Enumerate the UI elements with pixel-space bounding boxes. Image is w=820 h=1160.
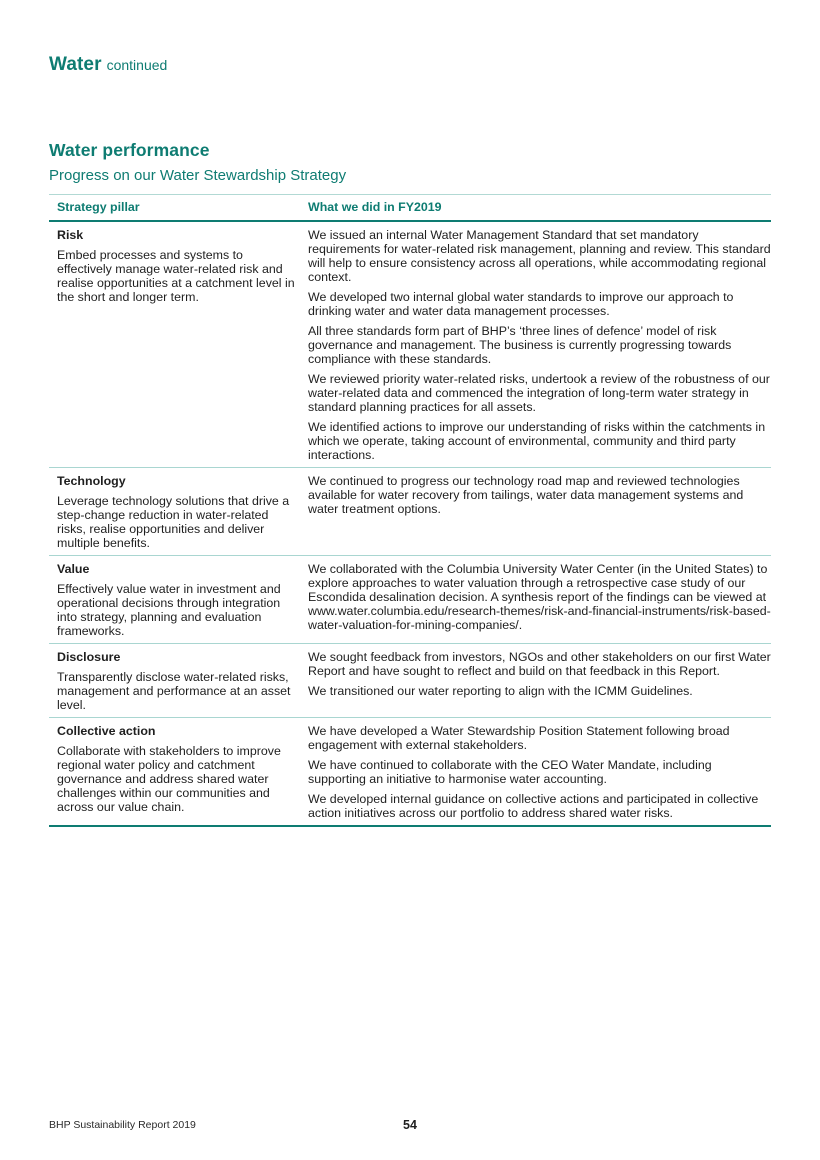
action-paragraph: We have developed a Water Stewardship Position Statement following broad engagement with external stakeholders. bbox=[308, 724, 730, 752]
strategy-pillar-cell bbox=[49, 468, 308, 555]
strategy-table-body bbox=[49, 222, 771, 827]
action-paragraph: We transitioned our water reporting to align with the ICMM Guidelines. bbox=[308, 684, 693, 698]
pillar-description: Effectively value water in investment and operational decisions through integration into strategy, planning and evaluation frameworks. bbox=[57, 582, 281, 638]
running-header bbox=[49, 0, 771, 76]
page-subtitle: Progress on our Water Stewardship Strategy bbox=[49, 167, 347, 184]
table-header-row bbox=[49, 195, 771, 222]
what-we-did-cell bbox=[308, 222, 771, 467]
report-name: BHP Sustainability Report 2019 bbox=[49, 1119, 196, 1131]
pillar-title: Risk bbox=[57, 228, 84, 242]
action-paragraph: We issued an internal Water Management Standard that set mandatory requirements for water-related risk management, planning and review. This standard will help to ensure consistency across all operations, while accommodating regional context. bbox=[308, 228, 771, 284]
pillar-title: Collective action bbox=[57, 724, 156, 738]
column-header-strategy-pillar: Strategy pillar bbox=[57, 200, 140, 214]
strategy-pillar-cell bbox=[49, 644, 308, 717]
action-paragraph: We have continued to collaborate with the CEO Water Mandate, including supporting an initiative to harmonise water accounting. bbox=[308, 758, 712, 786]
section-title: Water bbox=[49, 54, 102, 75]
pillar-description: Embed processes and systems to effectively manage water-related risk and realise opportunities at a catchment level in the short and longer term. bbox=[57, 248, 295, 304]
table-row bbox=[49, 222, 771, 468]
pillar-description: Leverage technology solutions that drive a step-change reduction in water-related risks, realise opportunities and deliver multiple benefits. bbox=[57, 494, 290, 550]
action-paragraph: All three standards form part of BHP’s ‘three lines of defence’ model of risk governance and management. The business is currently progressing towards compliance with these standards. bbox=[308, 324, 732, 366]
page-title: Water performance bbox=[49, 140, 210, 160]
action-paragraph: We developed internal guidance on collective actions and participated in collective action initiatives across our portfolio to address shared water risks. bbox=[308, 792, 759, 820]
section-title-suffix: continued bbox=[106, 57, 168, 73]
pillar-description: Transparently disclose water-related risks, management and performance at an asset level. bbox=[57, 670, 291, 712]
what-we-did-cell bbox=[308, 468, 771, 555]
action-paragraph: We sought feedback from investors, NGOs and other stakeholders on our first Water Report and have sought to reflect and build on that feedback in this Report. bbox=[308, 650, 771, 678]
page-footer bbox=[0, 1118, 820, 1132]
what-we-did-cell bbox=[308, 644, 771, 717]
strategy-pillar-cell bbox=[49, 556, 308, 643]
page-number: 54 bbox=[403, 1118, 417, 1132]
pillar-title: Disclosure bbox=[57, 650, 121, 664]
strategy-pillar-cell bbox=[49, 222, 308, 467]
strategy-table bbox=[49, 194, 771, 827]
table-row bbox=[49, 556, 771, 644]
strategy-pillar-cell bbox=[49, 718, 308, 825]
what-we-did-cell bbox=[308, 718, 771, 825]
action-paragraph: We identified actions to improve our understanding of risks within the catchments in which we operate, taking account of environmental, community and third party interactions. bbox=[308, 420, 766, 462]
pillar-description: Collaborate with stakeholders to improve regional water policy and catchment governance and address shared water challenges within our communities and across our value chain. bbox=[57, 744, 281, 814]
action-paragraph: We reviewed priority water-related risks, undertook a review of the robustness of our water-related data and commenced the integration of long-term water strategy in standard planning practices for all assets. bbox=[308, 372, 770, 414]
action-paragraph: We developed two internal global water standards to improve our approach to drinking water and water data management processes. bbox=[308, 290, 734, 318]
what-we-did-cell bbox=[308, 556, 771, 643]
pillar-title: Value bbox=[57, 562, 90, 576]
pillar-title: Technology bbox=[57, 474, 126, 488]
action-paragraph: We continued to progress our technology road map and reviewed technologies available for water recovery from tailings, water data management systems and water treatment options. bbox=[308, 474, 744, 516]
column-header-what-we-did: What we did in FY2019 bbox=[308, 200, 442, 214]
table-row bbox=[49, 718, 771, 827]
table-row bbox=[49, 644, 771, 718]
action-paragraph: We collaborated with the Columbia University Water Center (in the United States) to explore approaches to water valuation through a retrospective case study of our Escondida desalination decision. A synthesis report of the findings can be viewed at www.water.columbia.edu/research-themes/risk-and-financial-instruments/risk-based-water-valuation-for-mining-companies/. bbox=[308, 562, 771, 632]
table-row bbox=[49, 468, 771, 556]
